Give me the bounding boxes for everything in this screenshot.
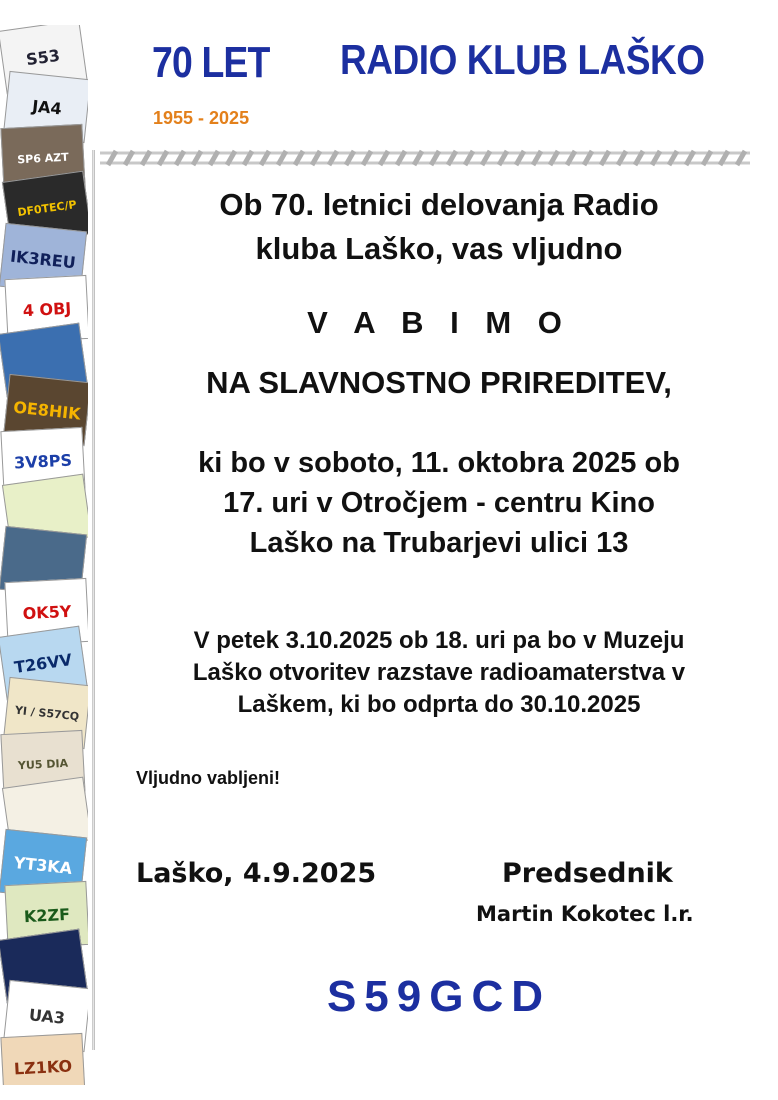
qsl-card-collage [0, 25, 88, 1085]
qsl-card: IK3REU [0, 223, 87, 296]
exhibit-line-3: Laškem, ki bo odprta do 30.10.2025 [237, 691, 641, 718]
qsl-card: YT3KA [0, 829, 87, 902]
intro-line-1: Ob 70. letnici delovanja Radio [219, 187, 659, 222]
signatory-name: Martin Kokotec l.r. [476, 902, 694, 926]
intro-line-2: kluba Laško, vas vljudno [255, 231, 623, 266]
club-title: RADIO KLUB LAŠKO [340, 36, 705, 83]
qsl-card: T26VV [0, 625, 88, 700]
qsl-card: LZ1KO [0, 1032, 85, 1085]
qsl-card: YU5 DIA [0, 730, 85, 799]
qsl-card: JA4 [3, 71, 88, 144]
event-details [100, 443, 778, 563]
qsl-card: OE8HIK [3, 374, 88, 447]
event-heading: NA SLAVNOSTNO PRIREDITEV, [206, 365, 672, 400]
decorative-ladder [100, 147, 750, 169]
invite-heading: V A B I M O [307, 305, 571, 340]
qsl-card: K2ZF [4, 881, 88, 950]
details-line-3: Laško na Trubarjevi ulici 13 [249, 527, 629, 559]
qsl-card: 4 OBJ [4, 275, 88, 344]
qsl-card: YI / S57CQ [3, 677, 88, 750]
signatory-role: Predsednik [502, 858, 673, 889]
exhibition-text [100, 625, 778, 721]
years-range: 1955 - 2025 [153, 108, 250, 128]
exhibit-line-2: Laško otvoritev razstave radioamaterstva v [192, 659, 686, 686]
qsl-card: UA3 [3, 980, 88, 1053]
anniversary-title: 70 LET [152, 38, 270, 87]
club-callsign: S59GCD [326, 972, 552, 1021]
qsl-card: DF0TEC/P [2, 171, 88, 246]
greeting: Vljudno vabljeni! [136, 768, 281, 788]
exhibit-line-1: V petek 3.10.2025 ob 18. uri pa bo v Muzeju [193, 627, 685, 654]
intro-text [100, 183, 778, 271]
qsl-card: OK5Y [4, 578, 88, 647]
qsl-card: S53 [0, 25, 88, 95]
place-date: Laško, 4.9.2025 [136, 858, 377, 889]
qsl-card: SP6 AZT [0, 124, 85, 193]
details-line-1: ki bo v soboto, 11. oktobra 2025 ob [198, 447, 680, 479]
antenna-pole [92, 150, 95, 1050]
qsl-card: 3V8PS [0, 427, 85, 496]
details-line-2: 17. uri v Otročjem - centru Kino [223, 487, 655, 519]
